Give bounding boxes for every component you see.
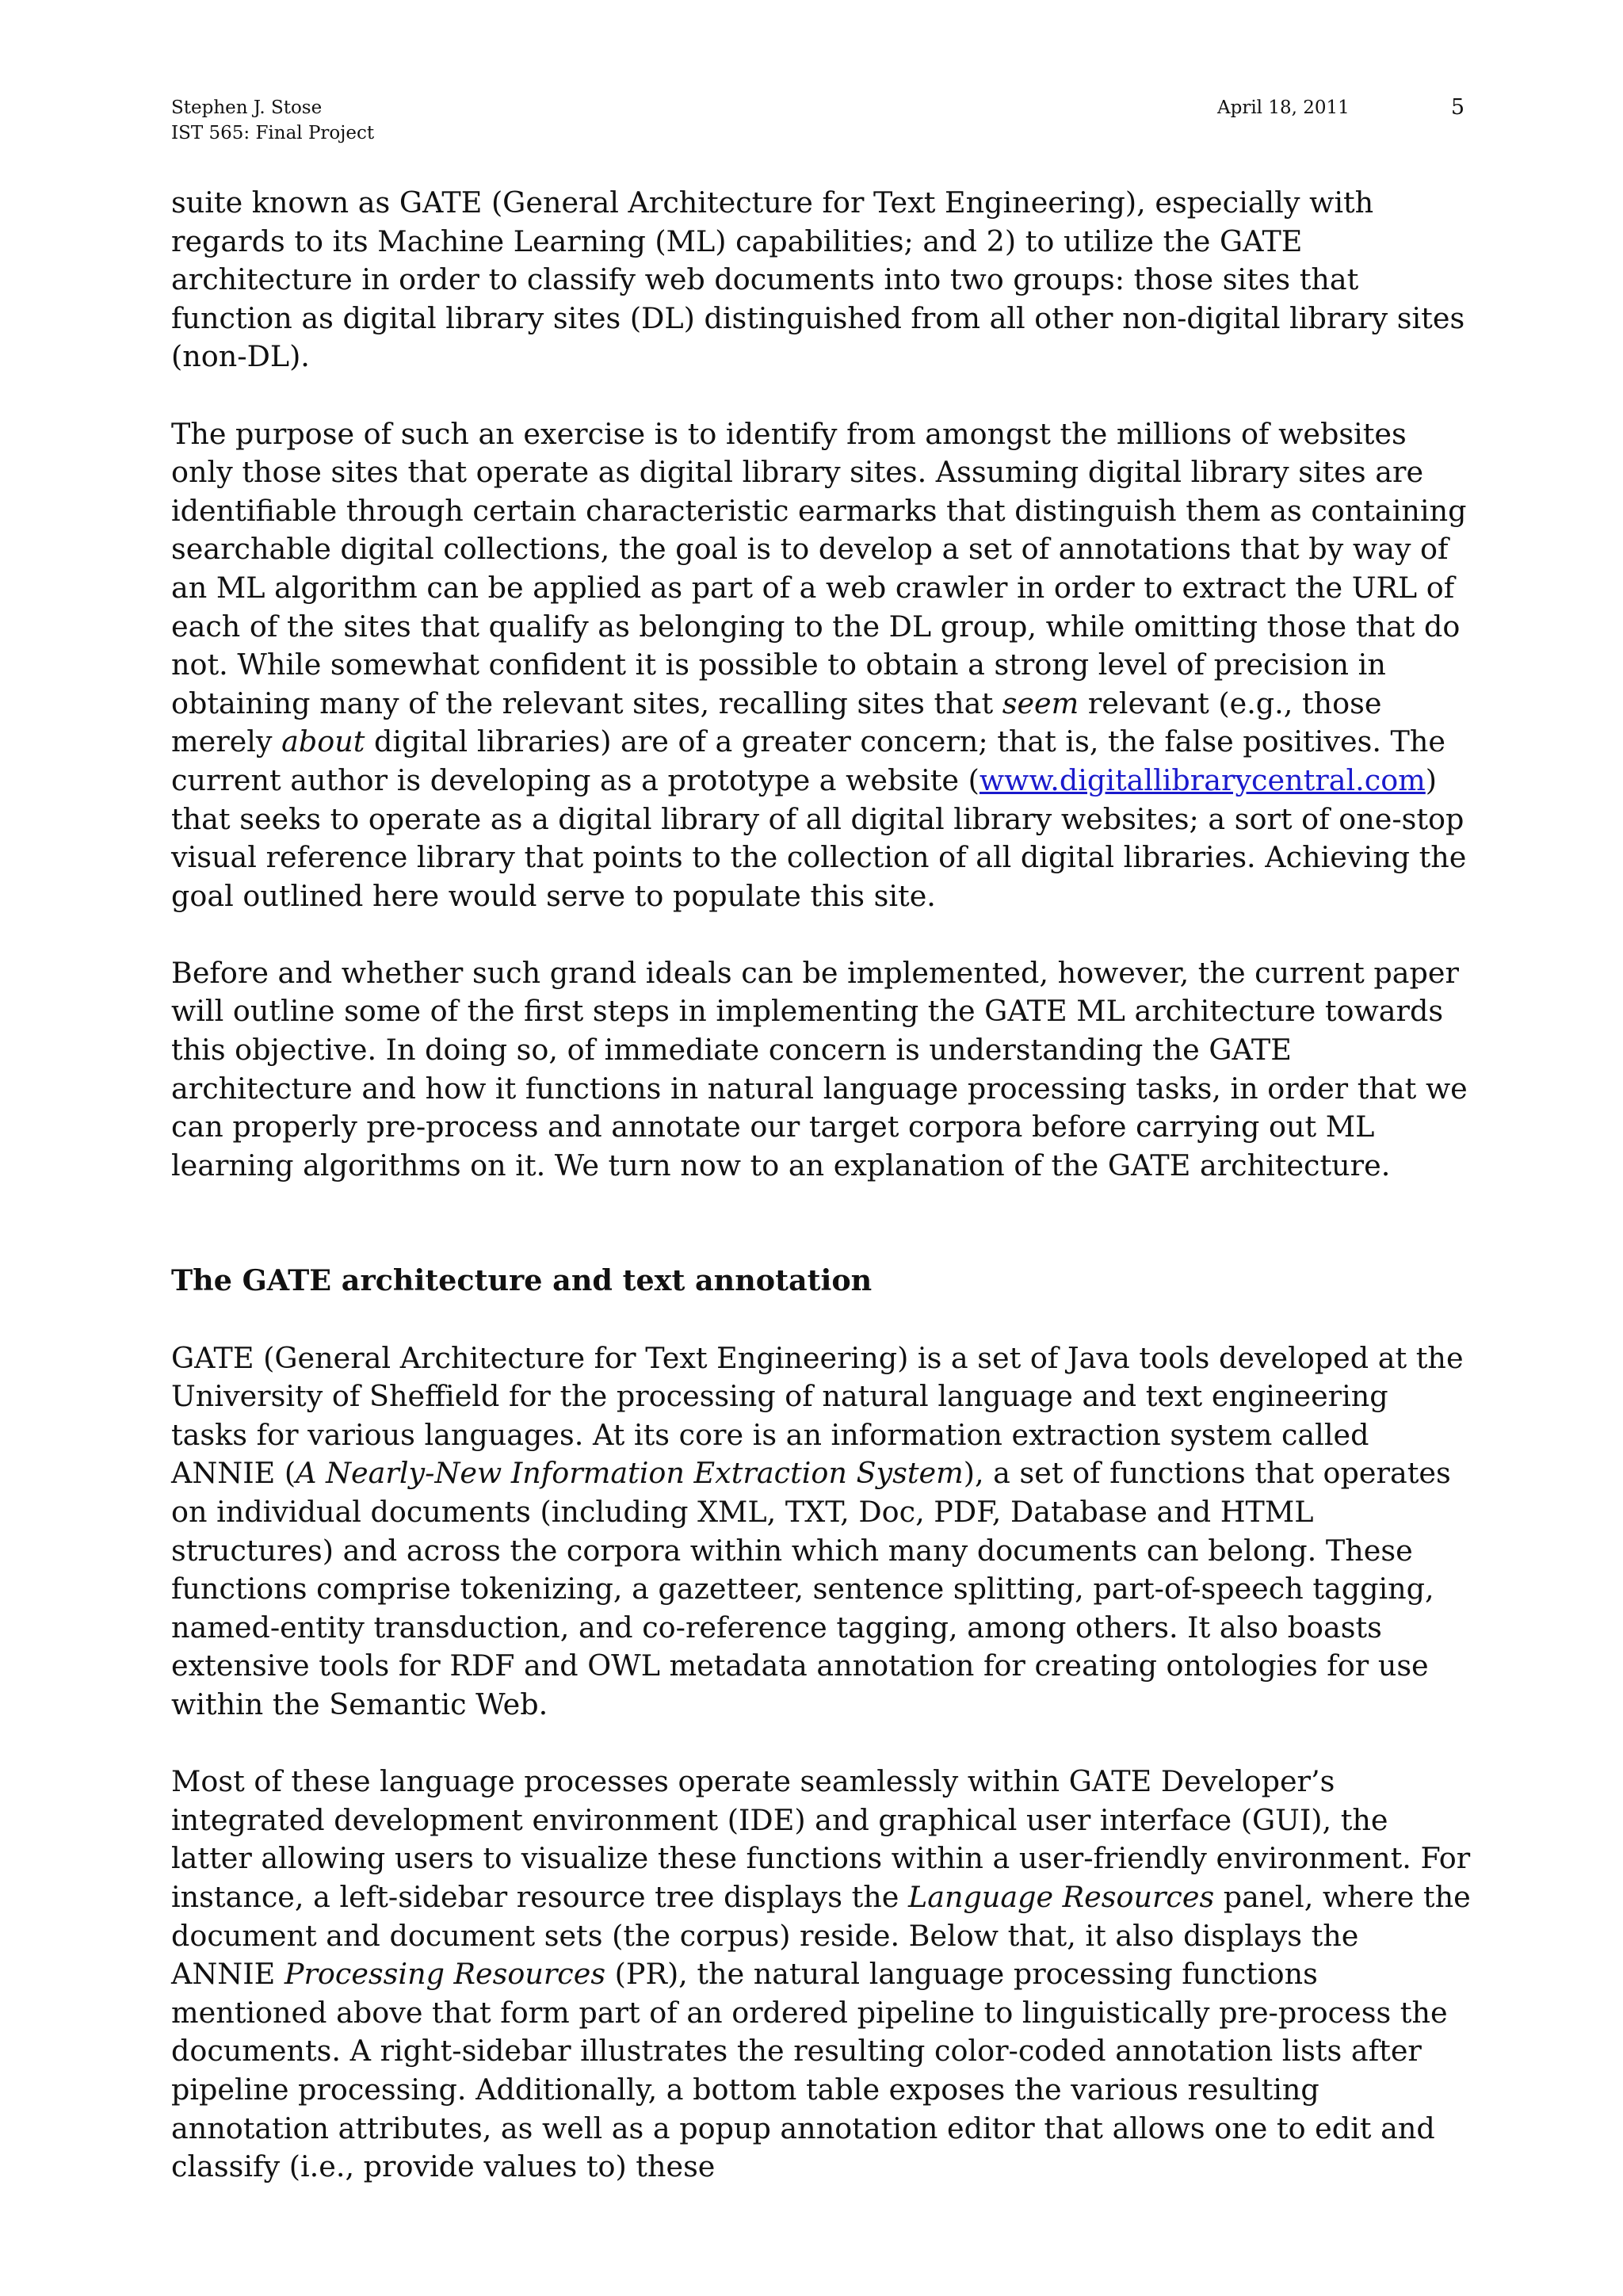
paragraph-2-part-d: ) that seeks to operate as a digital library of all digital library websites; a sort of one-stop visual reference library that points to the collection of all digital libraries. Achieving the goal outlined here would serve to populate this site. (171, 762, 1467, 913)
paragraph-1: suite known as GATE (General Architecture for Text Engineering), especially with regards to its Machine Learning (ML) capabilities; and 2) to utilize the GATE architecture in order to classify web documents into two groups: those sites that function as digital library sites (DL) distinguished from all other non-digital library sites (non-DL). (171, 185, 1465, 374)
emphasis-seem: seem (1002, 686, 1079, 720)
paragraph-3: Before and whether such grand ideals can be implemented, however, the current paper will outline some of the first steps in implementing the GATE ML architecture towards this objective. In doing so, of immediate concern is understanding the GATE architecture and how it functions in natural language processing tasks, in order that we can properly pre-process and annotate our target corpora before carrying out ML learning algorithms on it. We turn now to an explanation of the GATE architecture. (171, 955, 1468, 1182)
course-title: IST 565: Final Project (171, 123, 375, 143)
paragraph-5-part-b: panel, where the document and document sets (the corpus) reside. Below that, it also displays the ANNIE (171, 1879, 1471, 1992)
paragraph-2 (171, 415, 1471, 916)
paragraph-4-part-a: GATE (General Architecture for Text Engineering) is a set of Java tools developed at the University of Sheffield for the processing of natural language and text engineering tasks for various languages. At its core is an information extraction system called ANNIE ( (171, 1340, 1464, 1491)
paragraph-2-part-a: The purpose of such an exercise is to identify from amongst the millions of websites only those sites that operate as digital library sites. Assuming digital library sites are identifiable through certain characteristic earmarks that distinguish them as containing searchable digital collections, the goal is to develop a set of annotations that by way of an ML algorithm can be applied as part of a web crawler in order to extract the URL of each of the sites that qualify as belonging to the DL group, while omitting those that do not. While somewhat confident it is possible to obtain a strong level of precision in obtaining many of the relevant sites, recalling sites that (171, 416, 1467, 720)
paragraph-5-part-c: (PR), the natural language processing functions mentioned above that form part of an ordered pipeline to linguistically pre-process the documents. A right-sidebar illustrates the resulting color-coded annotation lists after pipeline processing. Additionally, a bottom table exposes the various resulting annotation attributes, as well as a popup annotation editor that allows one to edit and classify (i.e., provide values to) these (171, 1957, 1448, 2184)
paragraph-2-part-b: relevant (e.g., those merely (171, 686, 1382, 759)
paragraph-5 (171, 1763, 1471, 2187)
website-link[interactable]: www.digitallibrarycentral.com (979, 762, 1426, 797)
emphasis-processing-resources: Processing Resources (284, 1957, 606, 1992)
emphasis-about: about (281, 724, 365, 759)
paragraph-2-part-c: digital libraries) are of a greater concern; that is, the false positives. The current author is developing as a prototype a website ( (171, 724, 1445, 797)
document-body (171, 184, 1471, 2225)
paragraph-5-part-a: Most of these language processes operate seamlessly within GATE Developer’s integrated development environment (IDE) and graphical user interface (GUI), the latter allowing users to visualize these functions within a user-friendly environment. For instance, a left-sidebar resource tree displays the (171, 1764, 1471, 1914)
header-left (171, 95, 374, 146)
paragraph-4-part-b: ), a set of functions that operates on individual documents (including XML, TXT, Doc, PDF, Database and HTML structures) and across the corpora within which many documents can belong. These functions comprise tokenizing, a gazetteer, sentence splitting, part-of-speech tagging, named-entity transduction, and co-reference tagging, among others. It also boasts extensive tools for RDF and OWL metadata annotation for creating ontologies for use within the Semantic Web. (171, 1456, 1451, 1721)
section-heading: The GATE architecture and text annotation (171, 1263, 873, 1298)
paragraph-4 (171, 1339, 1471, 1725)
page-number: 5 (1450, 95, 1465, 120)
header-date: April 18, 2011 (1217, 97, 1350, 118)
author-name: Stephen J. Stose (171, 97, 323, 118)
emphasis-annie-expansion: A Nearly-New Information Extraction System (296, 1456, 964, 1491)
emphasis-language-resources: Language Resources (907, 1879, 1215, 1914)
